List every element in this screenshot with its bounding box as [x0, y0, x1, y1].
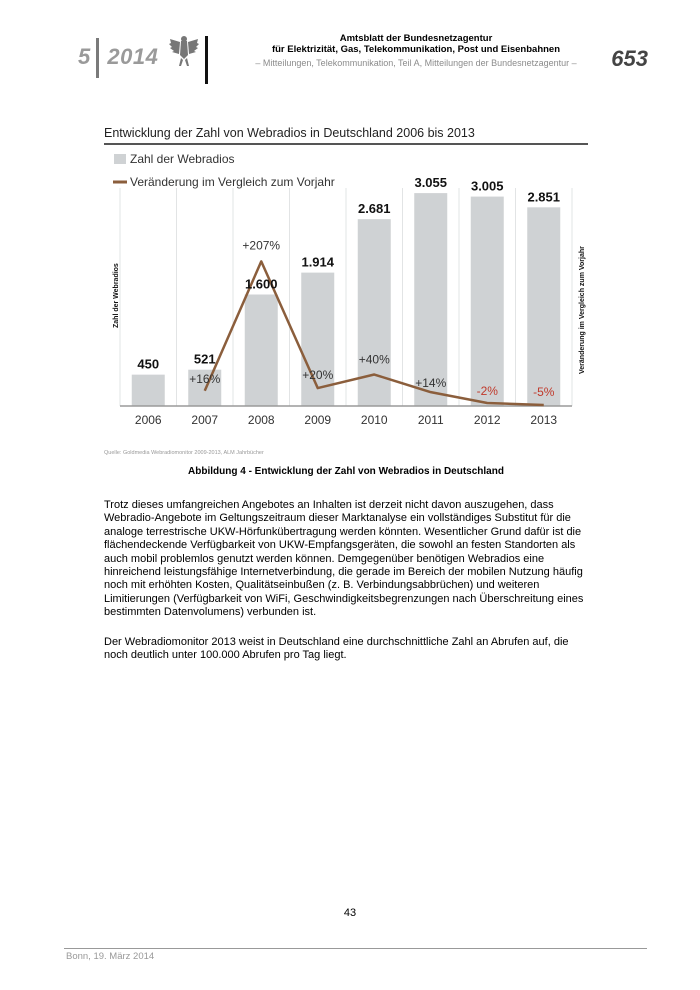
- header-page-number: 653: [611, 46, 648, 71]
- body-paragraph-2: Der Webradiomonitor 2013 weist in Deutschland eine durchschnittliche Zahl an Abrufen auf, die noch deutlich unter 100.000 Abrufen pro Tag liegt.: [104, 636, 569, 662]
- x-tick-label: 2012: [473, 413, 501, 427]
- issue-year: 2014: [107, 44, 159, 69]
- footer-date: Bonn, 19. März 2014: [66, 951, 155, 962]
- chart-title-rule: [104, 143, 588, 145]
- header-divider: [96, 38, 99, 78]
- change-label: +14%: [415, 376, 447, 391]
- chart-source: Quelle: Goldmedia Webradiomonitor 2009-2013, ALM Jahrbücher: [104, 450, 264, 456]
- change-label: +16%: [189, 371, 221, 386]
- bar-value-label: 2.851: [527, 189, 561, 205]
- change-label: +207%: [242, 238, 281, 253]
- bar-2008: [245, 295, 278, 407]
- webradio-chart: [100, 148, 592, 446]
- body-paragraph-1: Trotz dieses umfangreichen Angebotes an Inhalten ist derzeit nicht davon auszugehen, dass Webradio-Angebote im Geltungszeitraum dieser Marktanalyse ein vollständiges Substitut für die analoge terrestrische UKW-Hörfunkübertragung werden könnten. Wesentlicher Grund dafür ist die flächendeckende Verfügbarkeit von UKW-Empfangsgeräten, die sowohl an festen Standorten als auch mobil problemlos genutzt werden können. Demgegenüber benötigen Webradios eine hinreichend leistungsfähige Internetverbindung, die gerade im Bereich der mobilen Nutzung häufig noch mit erhöhten Kosten, Qualitätseinbußen (z. B. Verbindungsabbrüchen) und weiteren Limitierungen (Verfügbarkeit von WiFi, Geschwindigkeitsbegrenzungen nach Überschreitung eines bestimmten Datenvolumens) verbunden ist.: [104, 499, 584, 619]
- header-divider-bold: [205, 36, 208, 84]
- legend-line-label: Veränderung im Vergleich zum Vorjahr: [130, 175, 335, 189]
- bar-value-label: 3.055: [414, 175, 448, 191]
- legend-bar-label: Zahl der Webradios: [130, 152, 235, 166]
- change-label: -2%: [476, 383, 498, 398]
- federal-eagle-icon: [168, 33, 200, 69]
- bar-value-label: 1.600: [244, 276, 278, 292]
- bar-2012: [471, 197, 504, 406]
- x-tick-label: 2011: [417, 413, 444, 427]
- publication-title: [212, 33, 620, 55]
- chart-title: Entwicklung der Zahl von Webradios in Deutschland 2006 bis 2013: [104, 126, 475, 140]
- publication-subtitle: – Mitteilungen, Telekommunikation, Teil A, Mitteilungen der Bundesnetzagentur –: [255, 58, 577, 68]
- x-tick-label: 2006: [134, 413, 162, 427]
- y2-axis-label: Veränderung im Vergleich zum Vorjahr: [579, 246, 586, 374]
- bar-value-label: 3.005: [470, 178, 504, 194]
- x-tick-label: 2008: [247, 413, 275, 427]
- bar-value-label: 2.681: [357, 201, 391, 217]
- bar-2013: [527, 207, 560, 406]
- bar-value-label: 1.914: [301, 254, 335, 270]
- legend-bar-swatch: [114, 154, 126, 164]
- change-label: -5%: [533, 385, 555, 399]
- bar-value-label: 450: [137, 356, 160, 372]
- x-tick-label: 2009: [304, 413, 332, 427]
- publication-title-line1: Amtsblatt der Bundesnetzagentur: [339, 33, 493, 44]
- x-tick-label: 2010: [360, 413, 388, 427]
- bar-2006: [132, 375, 165, 406]
- y-axis-label: Zahl der Webradios: [113, 263, 120, 328]
- bar-value-label: 521: [193, 351, 216, 367]
- issue-number: 5: [78, 44, 91, 69]
- x-tick-label: 2013: [530, 413, 558, 427]
- figure-caption: Abbildung 4 - Entwicklung der Zahl von Webradios in Deutschland: [188, 466, 504, 477]
- publication-title-line2: für Elektrizität, Gas, Telekommunikation, Post und Eisenbahnen: [271, 44, 561, 55]
- x-tick-label: 2007: [191, 413, 219, 427]
- change-label: +40%: [358, 352, 390, 367]
- change-label: +20%: [302, 368, 334, 383]
- bar-2011: [414, 193, 447, 406]
- page-number: 43: [343, 907, 357, 919]
- issue-label: [78, 44, 158, 70]
- footer-rule: [64, 948, 647, 949]
